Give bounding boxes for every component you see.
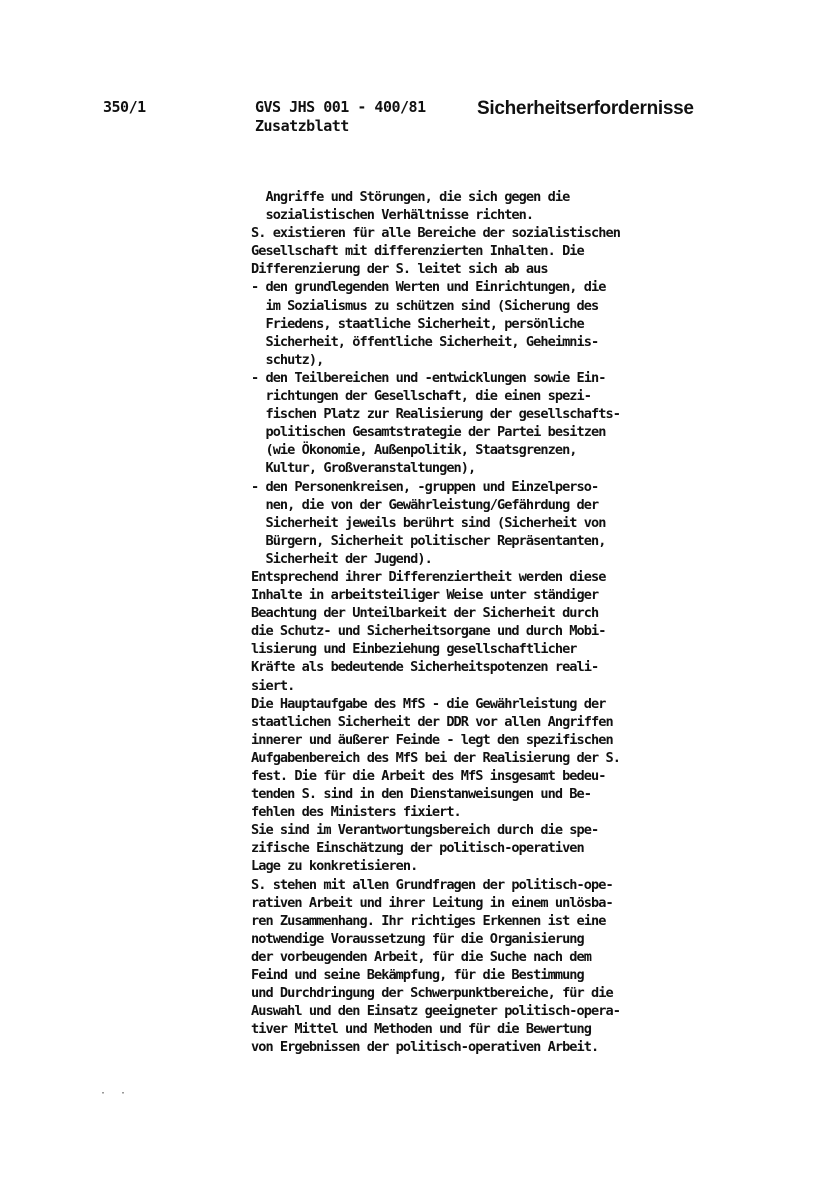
text-line: Entsprechend ihrer Differenziertheit werden diese (251, 568, 606, 585)
supplement-label: Zusatzblatt (255, 117, 349, 135)
text-line: Lage zu konkretisieren. (251, 858, 418, 875)
text-line: zifische Einschätzung der politisch-operativen (251, 840, 584, 857)
text-line: der vorbeugenden Arbeit, für die Suche nach dem (251, 948, 592, 965)
text-line: die Schutz- und Sicherheitsorgane und durch Mobi- (251, 623, 606, 640)
text-line: nen, die von der Gewährleistung/Gefährdung der (251, 496, 599, 513)
text-line: und Durchdringung der Schwerpunktbereiche, für die (251, 985, 613, 1002)
text-line: Gesellschaft mit differenzierten Inhalten. Die (251, 243, 584, 260)
text-line: fest. Die für die Arbeit des MfS insgesamt bedeu- (251, 768, 606, 784)
text-line: Sie sind im Verantwortungsbereich durch die spe- (251, 822, 599, 839)
scan-specks: · · (100, 1088, 131, 1099)
text-line: von Ergebnissen der politisch-operativen Arbeit. (251, 1039, 599, 1056)
text-line: rativen Arbeit und ihrer Leitung in einem unlösba- (251, 894, 613, 911)
text-line: Kultur, Großveranstaltungen), (251, 460, 476, 477)
text-line: Friedens, staatliche Sicherheit, persönliche (251, 315, 584, 332)
text-line: Feind und seine Bekämpfung, für die Bestimmung (251, 967, 584, 984)
text-line: im Sozialismus zu schützen sind (Sicherung des (251, 297, 599, 314)
body-text (251, 188, 771, 1057)
text-line: Angriffe und Störungen, die sich gegen die (251, 189, 570, 205)
text-line: fischen Platz zur Realisierung der gesellschafts- (251, 406, 620, 423)
text-line: Sicherheit, öffentliche Sicherheit, Geheimnis- (251, 333, 599, 350)
page-number: 350/1 (103, 98, 146, 116)
classification-reference: GVS JHS 001 - 400/81 (255, 98, 426, 116)
text-line: lisierung und Einbeziehung gesellschaftlicher (251, 641, 577, 658)
text-line: siert. (251, 677, 295, 694)
text-line: Die Hauptaufgabe des MfS - die Gewährleistung der (251, 695, 606, 712)
text-line: (wie Ökonomie, Außenpolitik, Staatsgrenzen, (251, 442, 577, 459)
text-line: Sicherheit jeweils berührt sind (Sicherheit von (251, 514, 606, 531)
text-line: Beachtung der Unteilbarkeit der Sicherheit durch (251, 605, 599, 622)
page-title: Sicherheitserfordernisse (477, 98, 694, 119)
text-line: tiver Mittel und Methoden und für die Bewertung (251, 1021, 592, 1038)
text-line: Kräfte als bedeutende Sicherheitspotenzen reali- (251, 659, 599, 676)
document-reference (255, 98, 426, 136)
text-line: Bürgern, Sicherheit politischer Repräsentanten, (251, 532, 606, 549)
text-line: ren Zusammenhang. Ihr richtiges Erkennen ist eine (251, 912, 606, 929)
text-line: richtungen der Gesellschaft, die einen spezi- (251, 388, 592, 405)
text-line: Inhalte in arbeitsteiliger Weise unter ständiger (251, 587, 599, 604)
text-line: - den Personenkreisen, -gruppen und Einzelperso- (251, 478, 599, 495)
text-line: politischen Gesamtstrategie der Partei besitzen (251, 424, 606, 441)
text-line: sozialistischen Verhältnisse richten. (251, 207, 534, 224)
text-line: S. existieren für alle Bereiche der sozialistischen (251, 225, 620, 242)
text-line: staatlichen Sicherheit der DDR vor allen Angriffen (251, 713, 613, 730)
text-line: - den Teilbereichen und -entwicklungen sowie Ein- (251, 369, 606, 386)
text-line: Differenzierung der S. leitet sich ab aus (251, 261, 548, 278)
text-line: Auswahl und den Einsatz geeigneter politisch-opera- (251, 1003, 620, 1020)
text-line: S. stehen mit allen Grundfragen der politisch-ope- (251, 876, 613, 893)
text-line: notwendige Voraussetzung für die Organisierung (251, 930, 584, 947)
text-line: - den grundlegenden Werten und Einrichtungen, die (251, 279, 606, 296)
text-line: schutz), (251, 351, 324, 368)
text-line: fehlen des Ministers fixiert. (251, 804, 461, 821)
text-line: tenden S. sind in den Dienstanweisungen und Be- (251, 786, 592, 803)
text-line: innerer und äußerer Feinde - legt den spezifischen (251, 731, 613, 748)
text-line: Sicherheit der Jugend). (251, 550, 432, 567)
text-line: Aufgabenbereich des MfS bei der Realisierung der S. (251, 749, 620, 766)
